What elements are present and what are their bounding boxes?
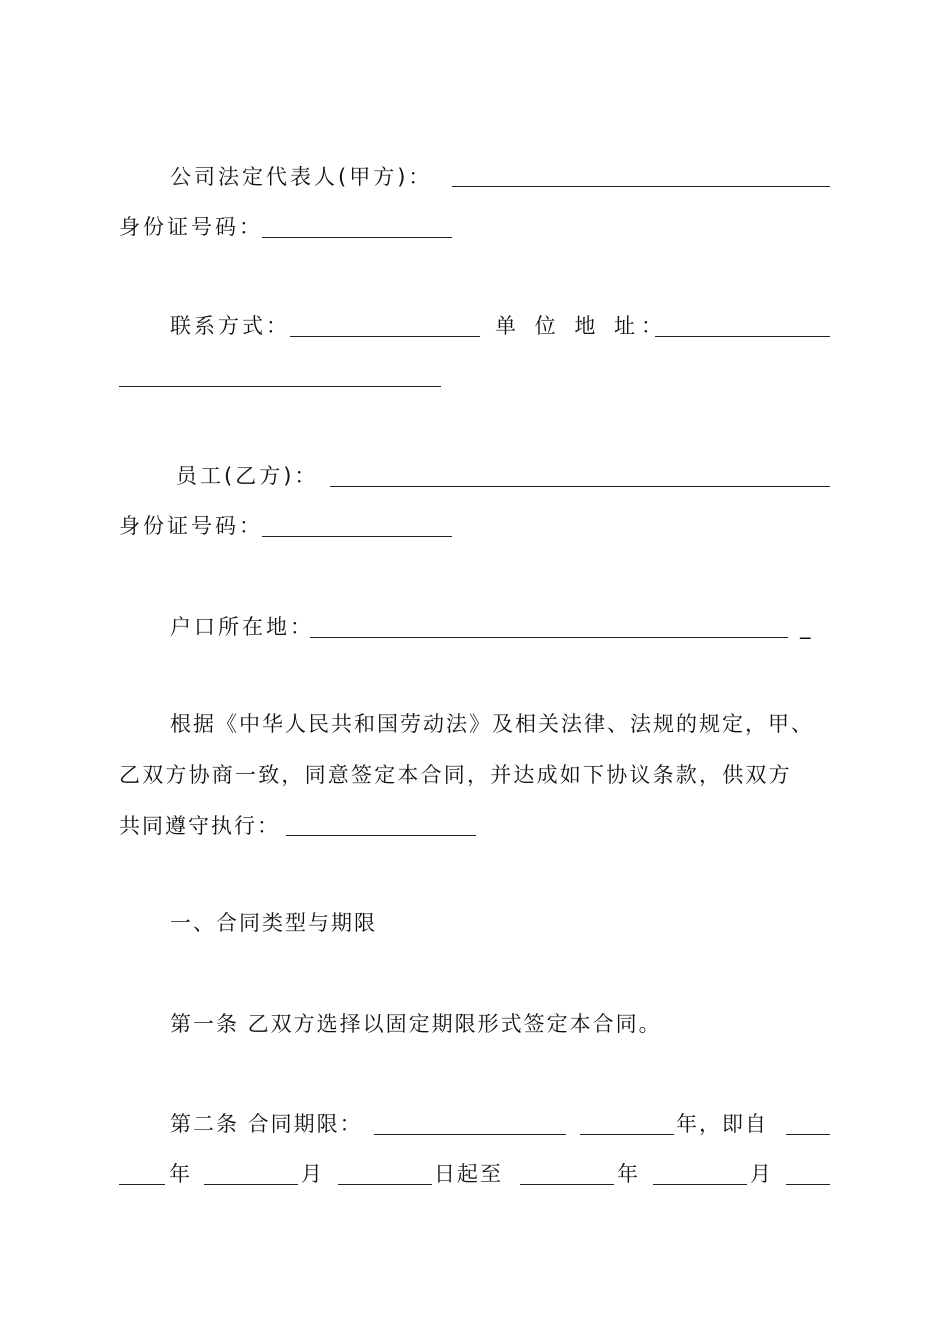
party-a-contact-blank[interactable] <box>290 336 480 337</box>
party-b-id-label: 身份证号码： <box>119 514 263 538</box>
party-b-id-blank[interactable] <box>262 536 452 537</box>
article-2-end-day-blank[interactable] <box>786 1184 830 1185</box>
preamble-line-1: 根据《中华人民共和国劳动法》及相关法律、法规的规定，甲、 <box>170 712 814 736</box>
article-2-month: 月 <box>301 1162 325 1186</box>
article-1: 第一条 乙双方选择以固定期限形式签定本合同。 <box>170 1012 662 1036</box>
article-2-term-blank[interactable] <box>374 1134 566 1135</box>
preamble-blank[interactable] <box>286 835 476 836</box>
party-b-employee-label: 员工(乙方)： <box>176 464 319 488</box>
party-a-rep-label: 公司法定代表人(甲方)： <box>170 165 433 189</box>
party-a-address-label: 单 位 地 址： <box>495 314 669 338</box>
article-2-start-year-blank-b[interactable] <box>119 1184 165 1185</box>
article-2-start-day-blank[interactable] <box>338 1184 432 1185</box>
article-2-month-2: 月 <box>750 1162 774 1186</box>
party-a-id-blank[interactable] <box>262 237 452 238</box>
article-2-day-to: 日起至 <box>434 1162 503 1186</box>
preamble-line-3: 共同遵守执行： <box>119 814 280 838</box>
article-2-year: 年 <box>169 1162 193 1186</box>
party-a-rep-blank[interactable] <box>452 186 830 187</box>
party-b-hukou-blank[interactable] <box>310 637 788 638</box>
article-2-label: 第二条 合同期限： <box>170 1112 363 1136</box>
article-2-years-blank[interactable] <box>580 1134 674 1135</box>
article-2-year-ji: 年，即自 <box>676 1112 768 1136</box>
article-2-end-year-blank[interactable] <box>520 1184 614 1185</box>
party-a-address-blank-2[interactable] <box>119 386 441 387</box>
party-a-contact-label: 联系方式： <box>170 314 290 338</box>
article-2-start-year-blank-a[interactable] <box>786 1134 830 1135</box>
party-b-hukou-label: 户口所在地： <box>170 615 314 639</box>
preamble-line-2: 乙双方协商一致，同意签定本合同，并达成如下协议条款，供双方 <box>119 763 792 787</box>
party-a-address-blank[interactable] <box>655 336 830 337</box>
article-2-end-month-blank[interactable] <box>653 1184 747 1185</box>
party-b-employee-blank[interactable] <box>330 486 830 487</box>
section-1-heading: 一、合同类型与期限 <box>170 911 377 935</box>
party-b-hukou-tail: _ <box>800 615 811 639</box>
party-a-id-label: 身份证号码： <box>119 215 263 239</box>
article-2-year-2: 年 <box>617 1162 641 1186</box>
article-2-start-month-blank[interactable] <box>204 1184 298 1185</box>
